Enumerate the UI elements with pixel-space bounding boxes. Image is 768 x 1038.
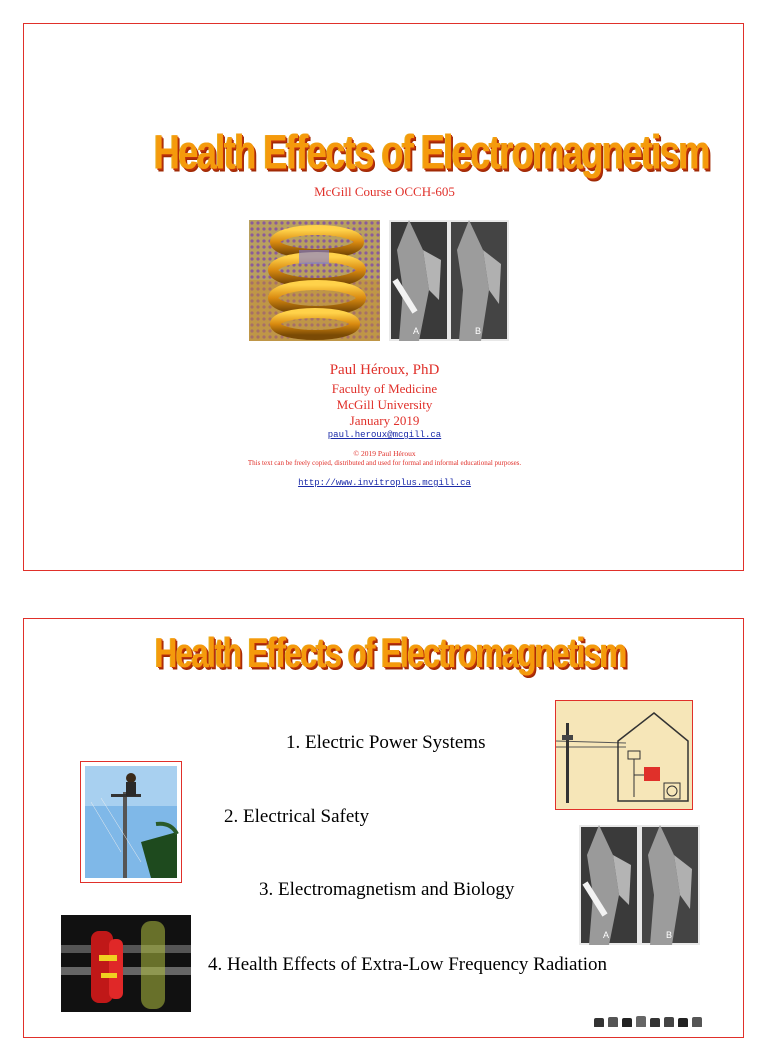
faculty: Faculty of Medicine	[331, 381, 438, 396]
copyright-notice: © 2019 Paul Héroux	[353, 449, 416, 458]
xray-label-a: A	[413, 326, 420, 336]
contents-slide	[23, 618, 744, 1038]
xray-label-b: B	[666, 930, 673, 940]
license-notice: This text can be freely copied, distributed and used for formal and informal educational purposes.	[247, 459, 522, 467]
wrist-xray-image	[389, 220, 509, 341]
lineworker-photo	[80, 761, 182, 883]
topic-health-effects-elf: 4. Health Effects of Extra-Low Frequency Radiation	[208, 954, 608, 975]
date: January 2019	[349, 413, 420, 428]
coil-illustration	[249, 220, 380, 341]
topic-electromagnetism-biology: 3. Electromagnetism and Biology	[259, 879, 515, 900]
cell-phones-photo	[574, 1015, 714, 1027]
topic-electric-power-systems: 1. Electric Power Systems	[286, 732, 486, 753]
course-code: McGill Course OCCH-605	[314, 184, 455, 199]
university: McGill University	[336, 397, 433, 412]
title-slide	[23, 23, 744, 571]
xray-label-b: B	[475, 326, 482, 336]
xray-label-a: A	[603, 930, 610, 940]
website-link[interactable]: http://www.invitroplus.mcgill.ca	[298, 478, 471, 488]
wrist-xray-image	[579, 825, 700, 945]
author-name: Paul Héroux, PhD	[329, 362, 440, 378]
dna-protein-illustration	[61, 915, 191, 1012]
email-link[interactable]: paul.heroux@mcgill.ca	[327, 430, 442, 440]
slide-title: Health Effects of Electromagnetism	[155, 629, 626, 677]
slide-title: Health Effects of Electromagnetism	[154, 124, 710, 180]
house-wiring-diagram	[555, 700, 693, 810]
topic-electrical-safety: 2. Electrical Safety	[224, 806, 370, 827]
